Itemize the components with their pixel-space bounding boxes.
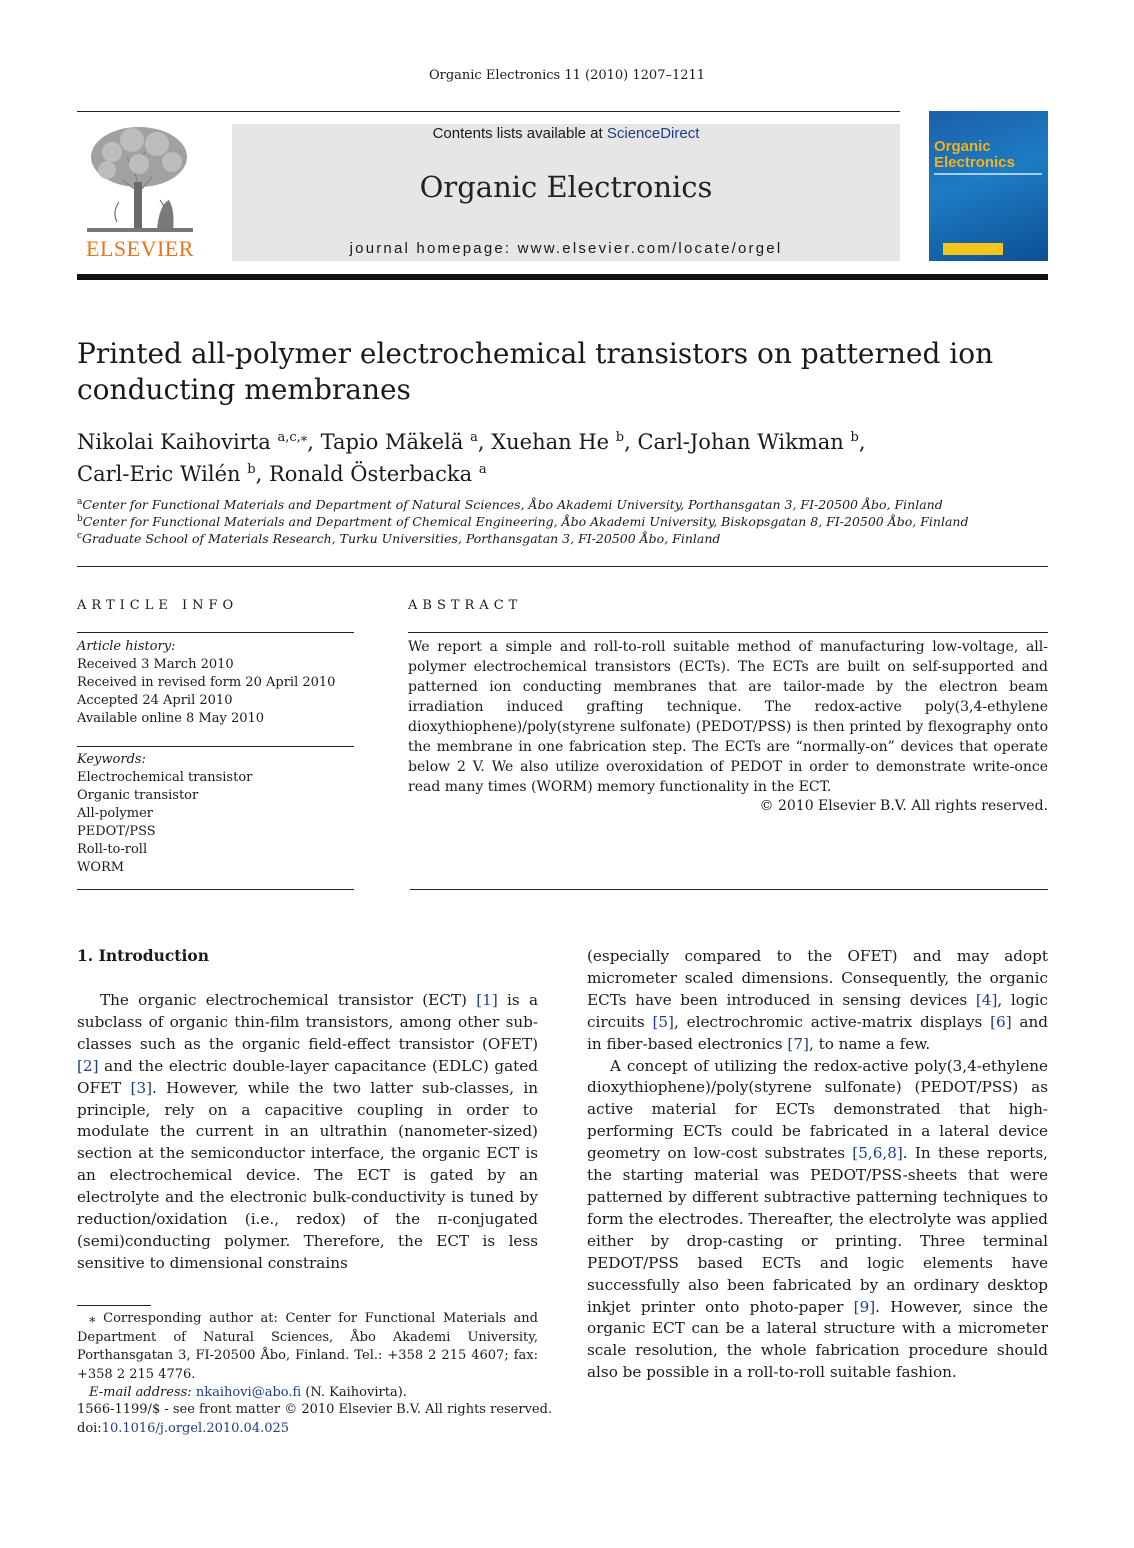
email-suffix: (N. Kaihovirta).: [301, 1385, 407, 1400]
intro-paragraph-1-cont: [587, 946, 1048, 1056]
cover-title: [934, 139, 1015, 171]
doi-label: doi:: [77, 1420, 102, 1436]
journal-banner: [232, 124, 900, 261]
author-name: Nikolai Kaihovirta: [77, 430, 278, 454]
journal-citation: Organic Electronics 11 (2010) 1207–1211: [428, 68, 706, 83]
article-info-heading: ARTICLE INFO: [77, 598, 239, 613]
affiliation-text: Graduate School of Materials Research, Turku Universities, Porthansgatan 3, FI-20500 Åbo, Finland: [82, 531, 721, 547]
author-name: Carl-Eric Wilén: [77, 462, 248, 486]
text-run: is a subclass of organic thin-film transistors, among other sub-classes such as the organic field-effect transistor (OFET): [77, 991, 538, 1053]
cover-stripe: [934, 173, 1042, 175]
ref-link[interactable]: [2]: [77, 1056, 99, 1075]
ref-link[interactable]: [4]: [975, 990, 998, 1009]
text-run: A concept of utilizing the redox-active poly(3,4-ethylene dioxythiophene)/poly(styrene sulfonate) (PEDOT/PSS) as active material for ECTs demonstrated that high-performing ECTs could be fabricated in a lateral device geometry on low-cost substrates: [587, 1056, 1048, 1163]
affiliation-mark: b: [77, 514, 83, 524]
author-name: Carl-Johan Wikman: [637, 430, 851, 454]
keyword: Organic transistor: [77, 788, 199, 803]
elsevier-logo: [77, 122, 203, 262]
text-run: , to name a few.: [808, 1034, 931, 1053]
author-separator: ,: [255, 462, 269, 486]
author-list: [77, 424, 1037, 488]
contents-line: [232, 125, 900, 142]
text-run: The organic electrochemical transistor (ECT): [100, 991, 477, 1009]
journal-cover: [929, 111, 1048, 261]
abstract-copyright: © 2010 Elsevier B.V. All rights reserved.: [759, 798, 1048, 814]
masthead-rule: [77, 274, 1048, 280]
affiliation-c: [77, 528, 1037, 547]
footnote-mark: ⁎: [89, 1311, 96, 1326]
abstract-rule: [408, 632, 1048, 633]
footnote-text: [77, 1310, 538, 1384]
affiliation-mark: c: [77, 531, 83, 541]
article-info-bottom-rule: [77, 889, 354, 890]
ref-link[interactable]: [9]: [853, 1297, 876, 1316]
elsevier-wordmark: ELSEVIER: [86, 236, 194, 261]
cover-title-line1: Organic: [934, 138, 991, 155]
author-separator: ,: [858, 430, 866, 454]
authors-line-2: [77, 456, 1037, 488]
cover-title-line2: Electronics: [934, 154, 1015, 171]
introduction-heading: 1. Introduction: [77, 946, 209, 965]
keyword: PEDOT/PSS: [77, 824, 156, 839]
footnote-rule: [77, 1305, 151, 1306]
sciencedirect-link[interactable]: ScienceDirect: [606, 125, 700, 142]
article-history: [77, 638, 354, 728]
text-run: . However, while the two latter sub-classes, in principle, rely on a capacitive coupling in order to modulate the current in an ultrathin (nanometer-sized) section at the semiconductor interface, the organic ECT is an electrochemical device. The ECT is gated by an electrolyte and the electronic bulk-conductivity is tuned by reduction/oxidation (i.e., redox) of the π-conjugated (semi)conducting polymer. Therefore, the ECT is less sensitive to dimensional constrains: [77, 1078, 538, 1272]
doi-line: [77, 1420, 597, 1439]
affiliation-mark: a: [77, 497, 83, 507]
author-affiliation-mark: a: [478, 462, 487, 477]
ref-link[interactable]: [3]: [130, 1078, 153, 1097]
footnote-body: Corresponding author at: Center for Functional Materials and Department of Natural Sciences, Åbo Akademi University, Porthansgatan 3, FI-20500 Åbo, Finland. Tel.: +358 2 215 4607; fax: +358 2 215 4776.: [77, 1311, 538, 1382]
author-affiliation-mark: b: [850, 430, 859, 445]
text-run: . In these reports, the starting material was PEDOT/PSS-sheets that were patterned by different subtractive patterning techniques to form the electrodes. Thereafter, the electrolyte was applied either by drop-casting or printing. Three terminal PEDOT/PSS based ECTs and logic elements have successfully also been fabricated by an ordinary desktop inkjet printer onto photo-paper: [587, 1144, 1048, 1316]
affiliation-text: Center for Functional Materials and Department of Chemical Engineering, Åbo Akademi University, Biskopsgatan 8, FI-20500 Åbo, Finland: [82, 514, 969, 530]
intro-paragraph-2: [587, 1056, 1048, 1385]
authors-line-1: [77, 424, 1037, 456]
author-affiliation-mark: b: [615, 430, 625, 445]
ref-link[interactable]: [5,6,8]: [852, 1144, 903, 1163]
author-name: Xuehan He: [491, 430, 616, 454]
journal-homepage[interactable]: journal homepage: www.elsevier.com/locate/orgel: [349, 240, 783, 257]
text-run: , electrochromic active-matrix displays: [673, 1012, 991, 1031]
history-item: Accepted 24 April 2010: [77, 693, 233, 708]
doi-link[interactable]: 10.1016/j.orgel.2010.04.025: [101, 1420, 290, 1436]
affiliation-rule: [77, 566, 1048, 567]
contents-prefix: Contents lists available at: [432, 125, 607, 142]
abstract-text: We report a simple and roll-to-roll suitable method of manufacturing low-voltage, all-polymer electrochemical transistors (ECTs). The ECTs are built on self-supported and patterned ion conducting membranes that are tailor-made by the electron beam irradiation induced grafting technique. The redox-active poly(3,4-ethylene dioxythiophene)/poly(styrene sulfonate) (PEDOT/PSS) is then printed by flexography onto the membrane in one fabrication step. The ECTs are “normally-on” devices that operate below 2 V. We also utilize overoxidation of PEDOT in order to demonstrate write-once read many times (WORM) memory functionality in the ECT.: [408, 639, 1048, 795]
front-matter: [77, 1401, 597, 1438]
ref-link[interactable]: [5]: [652, 1012, 674, 1031]
keyword: Electrochemical transistor: [77, 770, 253, 785]
journal-name: Organic Electronics: [419, 170, 713, 204]
article-info-rule: [77, 632, 354, 633]
keywords: [77, 751, 354, 877]
header-rule: [77, 111, 900, 112]
article-title: Printed all-polymer electrochemical transistors on patterned ion conducting membranes: [77, 337, 994, 406]
ref-link[interactable]: [1]: [476, 991, 498, 1009]
corresponding-author-footnote: [77, 1310, 538, 1403]
front-matter-text: 1566-1199/$ - see front matter © 2010 Elsevier B.V. All rights reserved.: [77, 1402, 553, 1417]
keyword: Roll-to-roll: [77, 842, 148, 857]
author-separator: ,: [624, 430, 638, 454]
keyword: WORM: [77, 860, 125, 875]
history-item: Received in revised form 20 April 2010: [77, 675, 336, 690]
keywords-label: Keywords:: [77, 752, 146, 767]
author-affiliation-mark: a,c,⁎: [277, 430, 308, 445]
author-name: Ronald Österbacka: [268, 462, 479, 486]
history-item: Received 3 March 2010: [77, 657, 234, 672]
history-label: Article history:: [77, 639, 176, 654]
abstract-bottom-rule: [410, 889, 1048, 890]
intro-column-left: [77, 990, 538, 1275]
author-affiliation-mark: b: [247, 462, 256, 477]
text-run: , logic circuits: [587, 990, 1048, 1031]
history-item: Available online 8 May 2010: [77, 711, 265, 726]
cover-label-bar: [943, 243, 1003, 255]
abstract-heading: ABSTRACT: [408, 598, 523, 613]
text-run: . However, since the organic ECT can be a lateral structure with a micrometer scale resolution, the whole fabrication procedure should also be possible in a roll-to-roll suitable fashion.: [587, 1297, 1048, 1382]
keyword: All-polymer: [77, 806, 153, 821]
ref-link[interactable]: [6]: [990, 1012, 1012, 1031]
tree-icon: [77, 122, 203, 234]
text-run: and the electric double-layer capacitance (EDLC) gated OFET: [77, 1056, 538, 1097]
ref-link[interactable]: [7]: [787, 1034, 809, 1053]
intro-column-right: [587, 946, 1048, 1384]
author-separator: ,: [307, 430, 321, 454]
intro-paragraph-1: [77, 990, 538, 1275]
author-affiliation-mark: a: [470, 430, 478, 445]
affiliation-text: Center for Functional Materials and Department of Natural Sciences, Åbo Akademi University, Porthansgatan 3, FI-20500 Åbo, Finland: [82, 497, 943, 513]
email-label: E-mail address:: [89, 1385, 192, 1400]
author-name: Tapio Mäkelä: [320, 430, 471, 454]
author-separator: ,: [477, 430, 492, 454]
text-run: (especially compared to the OFET) and may adopt micrometer scaled dimensions. Consequently, the organic ECTs have been introduced in sensing devices: [587, 947, 1048, 1009]
text-run: and in fiber-based electronics: [587, 1012, 1048, 1053]
keywords-rule: [77, 746, 354, 747]
footnote-email: [77, 1384, 538, 1403]
email-link[interactable]: nkaihovi@abo.fi: [195, 1385, 302, 1400]
